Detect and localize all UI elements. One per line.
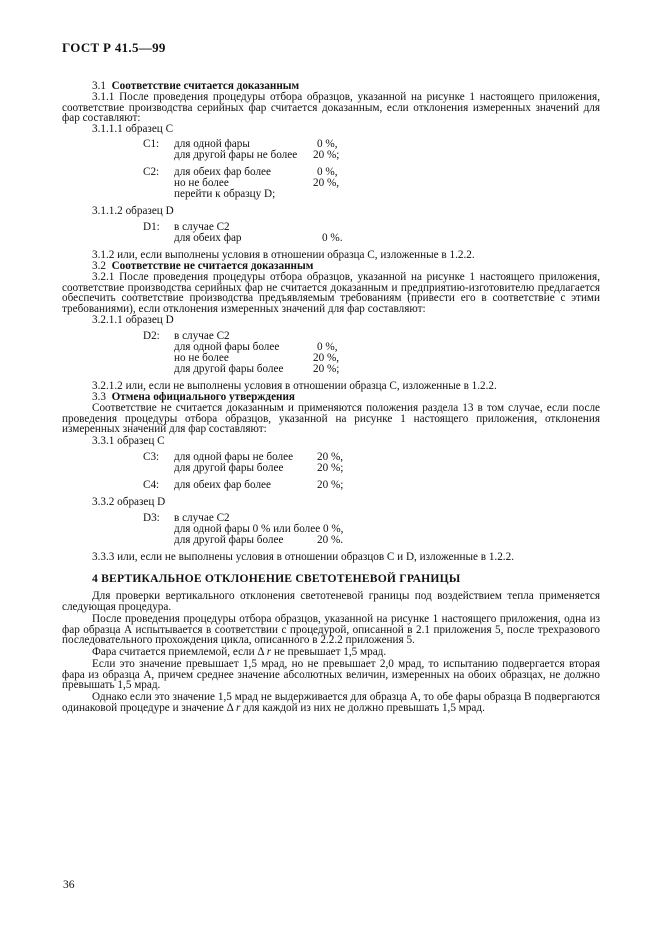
- section-title: Соответствие не считается доказанным: [111, 260, 314, 272]
- case-value: 20 %,: [317, 451, 344, 463]
- case-text: для обеих фар более: [174, 166, 271, 178]
- paragraph-4-intro: Для проверки вертикального отклонения светотеневой границы под воздействием тепла применяется следующая процедура.: [62, 590, 600, 613]
- variable-r: r: [235, 701, 241, 714]
- section-number: 3.2: [92, 260, 106, 272]
- case-text: для одной фары более: [174, 341, 280, 353]
- paragraph-3-2-1: 3.2.1 После проведения процедуры отбора образцов, указанной на рисунке 1 настоящего приложения, соответствие производства серийных фар не считается доказанным и предприятию-изготовителю предлагается обеспечить соответствие производства предъявляемым требованиям (привести его в соответствие с этими требованиями), если отклонения измеренных значений для фар составляют:: [62, 271, 600, 315]
- case-text: в случае С2: [174, 330, 230, 342]
- paragraph-3-3-3: 3.3.3 или, если не выполнены условия в отношении образцов С и D, изложенные в 1.2.2.: [92, 551, 514, 563]
- case-text: для обеих фар: [174, 232, 242, 244]
- paragraph-4-second-lamp: Если это значение превышает 1,5 мрад, но не превышает 2,0 мрад, то испытанию подвергается вторая фара из образца А, причем среднее значение абсолютных величин, измеренных на обоих образцах, не должно превышать 1,5 мрад.: [62, 658, 600, 692]
- subsection-3-3-1: 3.3.1 образец С: [92, 435, 165, 447]
- paragraph-3-3: Соответствие не считается доказанным и применяются положения раздела 13 в том случае, если после проведения процедуры отбора образцов, указанной на рисунке 1 настоящего приложения, отклонения измеренных значений для фар составляют:: [62, 402, 600, 436]
- section-title: Соответствие считается доказанным: [111, 80, 300, 92]
- case-value: 0 %.: [322, 232, 343, 244]
- case-text: но не более: [174, 352, 229, 364]
- paragraph-3-2-1-2: 3.2.1.2 или, если не выполнены условия в отношении образца С, изложенные в 1.2.2.: [92, 380, 497, 392]
- subsection-3-3-2: 3.3.2 образец D: [92, 496, 166, 508]
- text-part: для каждой из них не должно превышать 1,5 мрад.: [240, 701, 485, 714]
- case-value: 0 %,: [317, 341, 338, 353]
- case-text: перейти к образцу D;: [174, 188, 276, 200]
- case-value: 20 %,: [313, 352, 340, 364]
- page-number: 36: [63, 879, 75, 891]
- case-label-c4: С4:: [143, 479, 160, 491]
- paragraph-4-acceptance: [62, 647, 600, 658]
- section-number: 3.1: [92, 80, 106, 92]
- section-3-3-heading: [92, 392, 295, 403]
- case-text: для одной фары: [174, 138, 250, 150]
- case-label-d2: D2:: [143, 330, 160, 342]
- case-label-c1: С1:: [143, 138, 160, 150]
- case-label-c3: С3:: [143, 451, 160, 463]
- section-title: Отмена официального утверждения: [111, 391, 295, 403]
- case-text: для другой фары более: [174, 363, 284, 375]
- case-value: 20 %,: [313, 177, 340, 189]
- subsection-3-1-1-1: 3.1.1.1 образец С: [92, 123, 174, 135]
- text-part: Фара считается приемлемой, если Δ: [92, 646, 267, 658]
- section-4-heading: 4 ВЕРТИКАЛЬНОЕ ОТКЛОНЕНИЕ СВЕТОТЕНЕВОЙ ГРАНИЦЫ: [92, 572, 461, 585]
- case-value: 0 %,: [317, 138, 338, 150]
- text-part: не превышает 1,5 мрад.: [271, 646, 387, 658]
- case-label-c2: С2:: [143, 166, 160, 178]
- case-text: в случае С2: [174, 221, 230, 233]
- case-label-d1: D1:: [143, 221, 160, 233]
- case-text: для одной фары 0 % или более 0 %,: [174, 523, 344, 535]
- document-header: ГОСТ Р 41.5—99: [62, 40, 166, 55]
- subsection-3-1-1-2: 3.1.1.2 образец D: [92, 205, 174, 217]
- case-text: для обеих фар более: [174, 479, 271, 491]
- case-value: 20 %.: [317, 534, 344, 546]
- section-3-2-heading: [92, 261, 313, 272]
- case-value: 20 %;: [317, 462, 344, 474]
- section-3-1-heading: [92, 81, 299, 92]
- text-part: Однако если это значение 1,5 мрад не выдерживается для образца А, то обе фары образца В подвергаются одинаковой процедуре и значение Δ: [62, 691, 600, 714]
- case-text: для одной фары не более: [174, 451, 294, 463]
- case-text: для другой фары более: [174, 462, 284, 474]
- case-text: для другой фары более: [174, 534, 284, 546]
- case-text: для другой фары не более: [174, 149, 298, 161]
- case-text: в случае С2: [174, 512, 230, 524]
- paragraph-3-1-1: 3.1.1 После проведения процедуры отбора образцов, указанной на рисунке 1 настоящего приложения, соответствие производства серийных фар считается доказанным, если отклонения измеренных значений для фар составляют:: [62, 91, 600, 125]
- subsection-3-2-1-1: 3.2.1.1 образец D: [92, 314, 174, 326]
- variable-r: r: [266, 646, 272, 658]
- case-label-d3: D3:: [143, 512, 160, 524]
- case-value: 20 %;: [317, 479, 344, 491]
- case-value: 20 %;: [313, 149, 340, 161]
- paragraph-3-1-2: 3.1.2 или, если выполнены условия в отношении образца С, изложенные в 1.2.2.: [92, 249, 475, 261]
- case-text: но не более: [174, 177, 229, 189]
- case-value: 0 %,: [317, 166, 338, 178]
- paragraph-4-sample-b: [62, 692, 600, 713]
- paragraph-4-procedure: После проведения процедуры отбора образцов, указанной на рисунке 1 настоящего приложения, одна из фар образца А испытывается в соответствии с процедурой, описанной в 2.1 приложения 5, после трехразового последовательного прохождения цикла, описанного в 2.2.2 приложения 5.: [62, 613, 600, 647]
- section-number: 3.3: [92, 391, 106, 403]
- case-value: 20 %;: [313, 363, 340, 375]
